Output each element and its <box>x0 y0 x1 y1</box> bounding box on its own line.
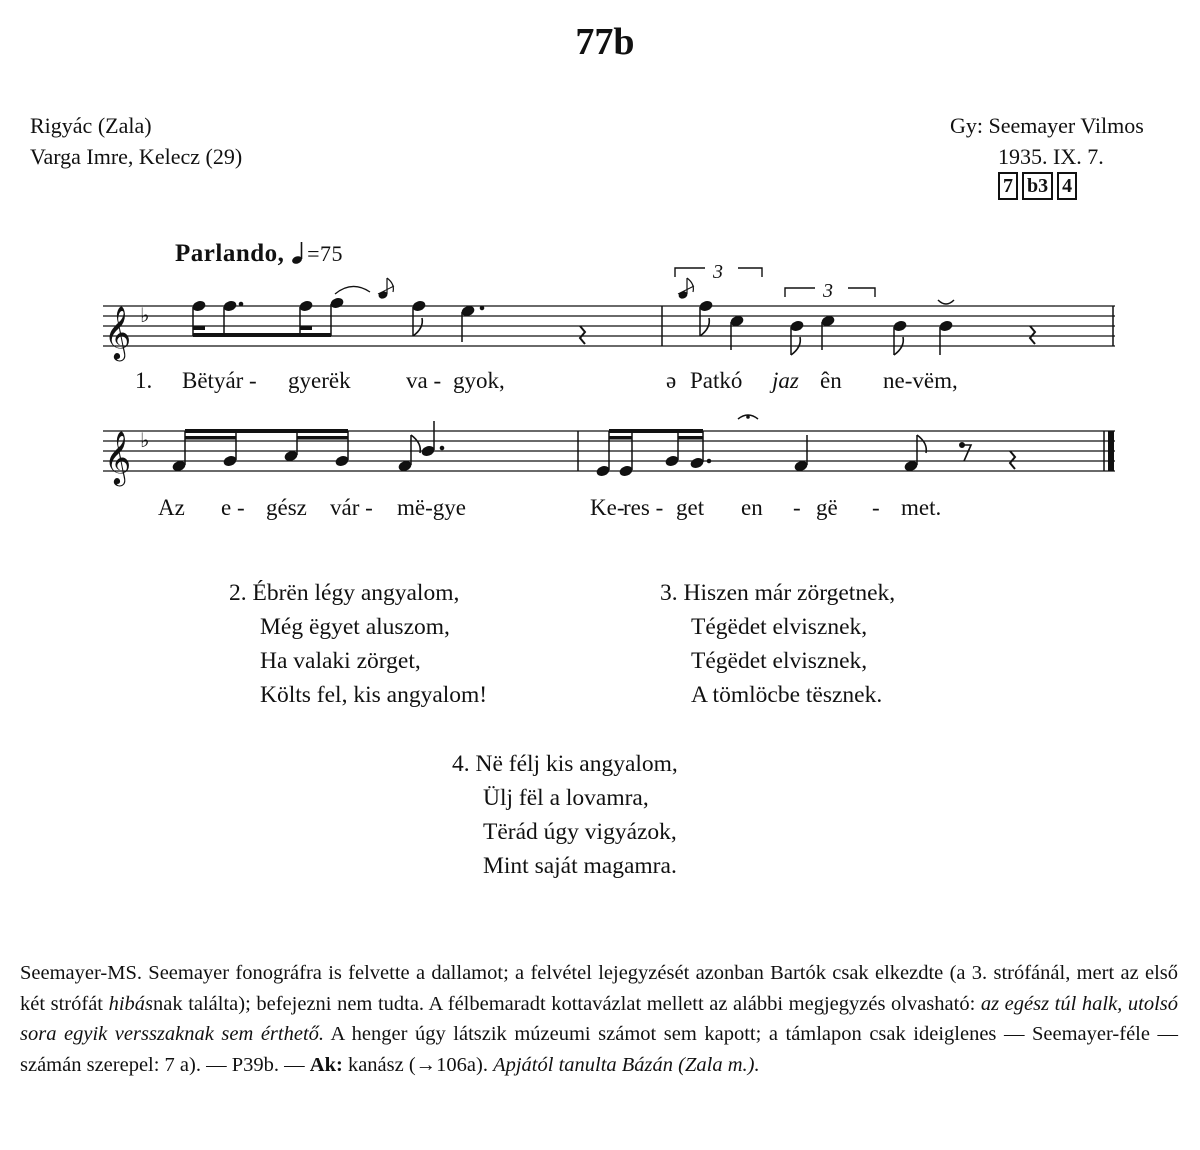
stanza-line: Tërád úgy vigyázok, <box>483 819 677 845</box>
note-italic: hibás <box>108 992 154 1015</box>
editorial-note <box>20 958 1178 1080</box>
lyric-syllable: gyerëk <box>288 368 351 393</box>
classification-codes <box>998 172 1077 200</box>
collector-label: Gy: Seemayer Vilmos <box>950 113 1144 138</box>
lyric-syllable: Bëtyár - <box>182 368 257 393</box>
verse-number: 1. <box>135 368 153 393</box>
lyric-syllable: gyok, <box>453 368 505 393</box>
tuplet-number: 3 <box>713 261 723 283</box>
place-label: Rigyác (Zala) <box>30 113 152 138</box>
treble-clef-icon: 𝄞 <box>104 305 132 359</box>
stanza-4 <box>452 747 678 883</box>
stanza-line: Mint saját magamra. <box>483 853 677 879</box>
tempo-word: Parlando, <box>175 240 285 267</box>
note-text: Seemayer-MS. Seemayer fonográfra is felvette a dallamot; a felvétel lejegyzését azonban Bartók csak elkezdte (a 3. strófánál, mert az első két strófát <box>20 962 1178 1015</box>
date-label: 1935. IX. 7. <box>998 144 1104 169</box>
lyric-syllable: vár - <box>330 495 373 520</box>
lyric-syllable: met. <box>901 495 942 520</box>
performer-label: Varga Imre, Kelecz (29) <box>30 144 243 169</box>
stanza-line: Ha valaki zörget, <box>260 648 421 674</box>
stanza-line: Még ëgyet aluszom, <box>260 614 450 640</box>
stanza-line: Ülj fël a lovamra, <box>483 785 649 811</box>
note-text: kanász (→106a). <box>342 1053 494 1076</box>
stanza-3 <box>660 576 895 712</box>
tempo-bpm: =75 <box>307 241 344 266</box>
collector-info <box>950 110 1144 172</box>
tuplet-number: 3 <box>823 280 833 302</box>
treble-clef-icon: 𝄞 <box>104 430 132 484</box>
lyric-syllable: en <box>741 495 763 520</box>
lyric-syllable: ne-vëm, <box>883 368 958 393</box>
code-box: 7 <box>998 172 1018 200</box>
lyric-syllable: e - <box>221 495 245 520</box>
lyric-syllable: va - <box>406 368 442 393</box>
note-italic: Apjától tanulta Bázán (Zala m.). <box>493 1053 760 1076</box>
lyric-syllable: Patkó <box>690 368 743 393</box>
lyric-syllable: res - <box>623 495 664 520</box>
lyric-syllable: - <box>872 495 880 520</box>
lyric-syllable: gë <box>816 495 838 520</box>
source-info <box>30 110 242 172</box>
code-box: 4 <box>1057 172 1077 200</box>
lyric-syllable: ə <box>666 368 677 393</box>
lyric-syllable: ên <box>820 368 842 393</box>
lyric-syllable: Ke- <box>590 495 625 520</box>
stanza-line: A tömlöcbe tësznek. <box>691 682 883 708</box>
stanza-number: 2. <box>229 580 247 606</box>
note-italic: az egész túl halk, utolsó sora egyik versszaknak sem érthető. <box>20 992 1178 1045</box>
page-title: 77b <box>575 21 635 63</box>
note-bold-label: Ak: <box>309 1053 343 1076</box>
lyric-syllable: më-gye <box>397 495 466 520</box>
lyric-syllable: Az <box>158 495 185 520</box>
code-box: b3 <box>1022 172 1053 200</box>
stanza-number: 4. <box>452 751 470 777</box>
stanza-line: Në félj kis angyalom, <box>475 751 678 777</box>
music-staff-2 <box>0 385 1200 505</box>
lyric-syllable: gész <box>266 495 307 520</box>
stanza-line: Hiszen már zörgetnek, <box>683 580 896 606</box>
note-text: A henger úgy látszik múzeumi számot sem kapott; a támlapon csak ideiglenes — Seemayer-féle — számán szerepel: 7 a). — P39b. — <box>20 1023 1179 1076</box>
stanza-number: 3. <box>660 580 678 606</box>
stanza-line: Költs fel, kis angyalom! <box>260 682 488 708</box>
lyric-syllable: jaz <box>772 368 799 393</box>
stanza-line: Tégëdet elvisznek, <box>691 648 868 674</box>
lyric-syllable: get <box>676 495 705 520</box>
note-text: nak találta); befejezni nem tudta. A félbemaradt kottavázlat mellett az alábbi megjegyzés olvasható: <box>153 992 981 1015</box>
flat-key-signature-icon: ♭ <box>140 303 150 327</box>
stanza-line: Ébrën légy angyalom, <box>252 580 460 606</box>
music-staff-1 <box>0 250 1200 370</box>
stanza-2 <box>229 576 487 712</box>
stanza-line: Tégëdet elvisznek, <box>691 614 868 640</box>
flat-key-signature-icon: ♭ <box>140 428 150 452</box>
lyric-syllable: - <box>793 495 801 520</box>
